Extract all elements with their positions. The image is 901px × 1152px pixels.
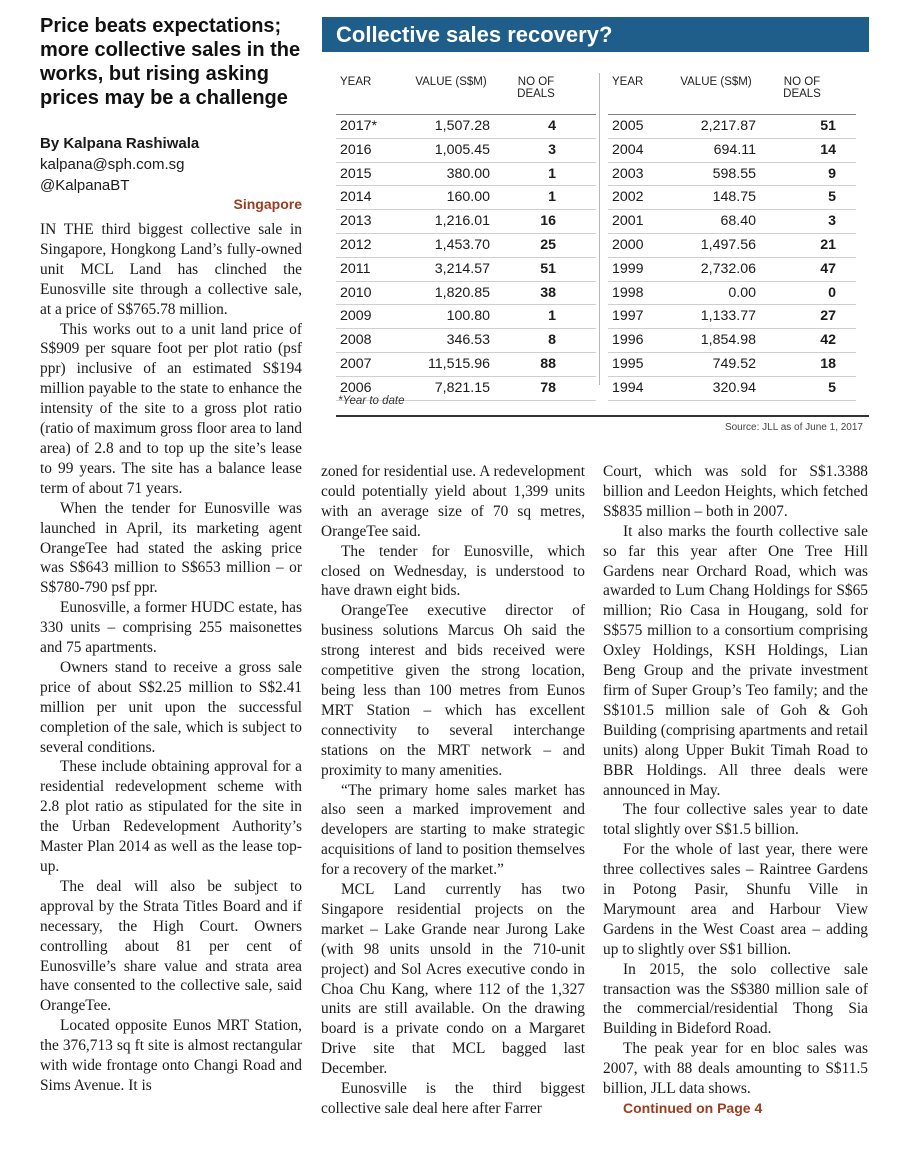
- table-divider: [599, 73, 600, 385]
- cell-deals: 3: [548, 141, 556, 158]
- header-deals: NO OF DEALS: [783, 76, 821, 100]
- cell-deals: 27: [820, 308, 836, 325]
- cell-year: 2017*: [340, 118, 378, 134]
- paragraph: The four collective sales year to date total slightly over S$1.5 billion.: [603, 801, 868, 839]
- collective-sales-graphic: [322, 17, 869, 437]
- cell-year: 2016: [340, 141, 372, 158]
- cell-year: 2014: [340, 189, 372, 206]
- header-year: YEAR: [612, 76, 644, 88]
- cell-value: 1,497.56: [700, 236, 756, 253]
- cell-value: 1,133.77: [700, 308, 756, 325]
- cell-year: 2015: [340, 165, 372, 182]
- cell-deals: 78: [540, 379, 556, 396]
- paragraph: The deal will also be subject to approval by the Strata Titles Board and if necessary, the High Court. Owners controlling about 81 per cent of Eunosville’s share value and strata area have consented to the collective sale, said OrangeTee.: [40, 877, 302, 1015]
- cell-value: 1,507.28: [434, 118, 490, 134]
- paragraph: This works out to a unit land price of S$909 per square foot per plot ratio (psf ppr) inclusive of an estimated S$194 million payable to the state to enhance the intensity of the site to a gross plot ratio (ratio of maximum gross floor area to land area) of 2.8 and to top up the site’s lease to 99 years. The site has a balance lease term of about 71 years.: [40, 320, 302, 497]
- cell-value: 11,515.96: [427, 355, 490, 372]
- cell-deals: 5: [828, 379, 836, 396]
- cell-deals: 1: [548, 308, 556, 325]
- cell-year: 2013: [340, 213, 372, 230]
- paragraph: zoned for residential use. A redevelopment could potentially yield about 1,399 units with an average size of 70 sq metres, OrangeTee said.: [321, 463, 585, 540]
- cell-deals: 9: [828, 165, 836, 182]
- table-row: [336, 329, 596, 353]
- paragraph: It also marks the fourth collective sale so far this year after One Tree Hill Gardens near Orchard Road, which was awarded to Lum Chang Holdings for S$65 million; Rio Casa in Hougang, sold for S$575 million to a consortium comprising Oxley Holdings, KSH Holdings, Lian Beng Group and the private investment firm of Super Group’s Teo family; and the S$101.5 million sale of Goh & Goh Building (comprising apartments and retail units) along Upper Bukit Timah Road to BBR Holdings. All three deals were announced in May.: [603, 522, 868, 799]
- cell-value: 694.11: [713, 141, 756, 158]
- paragraph: When the tender for Eunosville was launched in April, its marketing agent OrangeTee had stated the asking price was S$643 million to S$653 million – or S$780-790 psf ppr.: [40, 499, 302, 597]
- cell-year: 1998: [612, 284, 644, 301]
- header-deals: NO OF DEALS: [517, 76, 555, 100]
- table-row: [336, 282, 596, 306]
- sales-table-right: [608, 69, 856, 401]
- table-row: [608, 186, 856, 210]
- cell-year: 2011: [340, 260, 371, 277]
- cell-value: 160.00: [446, 189, 490, 206]
- divider-rule: [336, 415, 869, 417]
- paragraph: Eunosville, a former HUDC estate, has 330 units – comprising 255 maisonettes and 75 apartments.: [40, 599, 302, 657]
- table-row: [336, 258, 596, 282]
- paragraph: For the whole of last year, there were three collectives sales – Raintree Gardens in Potong Pasir, Shunfu Ville in Marymount area and Harbour View Gardens in the West Coast area – adding up to slightly over S$1 billion.: [603, 841, 868, 958]
- table-row: [608, 329, 856, 353]
- cell-value: 1,216.01: [434, 213, 490, 230]
- cell-deals: 25: [540, 236, 556, 253]
- cell-year: 1996: [612, 332, 644, 349]
- paragraph: IN THE third biggest collective sale in Singapore, Hongkong Land’s fully-owned unit MCL Land has clinched the Eunosville site through a collective sale, at a price of S$765.78 million.: [40, 221, 302, 318]
- paragraph: These include obtaining approval for a residential redevelopment scheme with 2.8 plot ratio as stipulated for the site in the Urban Redevelopment Authority’s Master Plan 2014 as well as the lease top-up.: [40, 758, 302, 875]
- cell-year: 2004: [612, 141, 644, 158]
- cell-value: 1,453.70: [434, 236, 490, 253]
- cell-year: 2012: [340, 236, 372, 253]
- cell-deals: 18: [820, 355, 836, 372]
- paragraph: In 2015, the solo collective sale transaction was the S$380 million sale of the commercial/residential Thong Sia Building in Bideford Road.: [603, 960, 868, 1038]
- continued-link[interactable]: Continued on Page 4: [623, 1100, 763, 1116]
- cell-value: 2,732.06: [700, 260, 756, 277]
- author-name: By Kalpana Rashiwala: [40, 135, 200, 152]
- table-row: [608, 115, 856, 139]
- graphic-title: Collective sales recovery?: [322, 17, 869, 52]
- header-value: VALUE (S$M): [415, 76, 487, 88]
- cell-value: 68.40: [720, 213, 756, 230]
- table-row: [336, 186, 596, 210]
- cell-year: 1997: [612, 308, 644, 325]
- author-email: kalpana@sph.com.sg: [40, 156, 185, 173]
- cell-deals: 88: [540, 355, 556, 372]
- cell-deals: 1: [548, 165, 556, 182]
- cell-deals: 1: [548, 189, 556, 206]
- table-header: [336, 69, 596, 115]
- paragraph: The peak year for en bloc sales was 2007, with 88 deals amounting to S$11.5 billion, JLL data shows.: [603, 1040, 868, 1098]
- cell-deals: 47: [820, 260, 836, 277]
- cell-year: 1999: [612, 260, 644, 277]
- paragraph: OrangeTee executive director of business solutions Marcus Oh said the strong interest and bids received were competitive given the strong location, being less than 100 metres from Eunos MRT Station – which has excellent connectivity to several interchange stations on the MRT network – and proximity to many amenities.: [321, 602, 585, 779]
- table-row: [608, 353, 856, 377]
- table-row: [336, 115, 596, 139]
- article-column-2: [321, 462, 585, 1119]
- cell-deals: 0: [828, 284, 836, 301]
- table-row: [608, 163, 856, 187]
- cell-value: 1,854.98: [700, 332, 756, 349]
- table-row: [336, 139, 596, 163]
- cell-value: 346.53: [446, 332, 490, 349]
- table-source: Source: JLL as of June 1, 2017: [724, 422, 863, 433]
- table-row: [336, 353, 596, 377]
- paragraph: MCL Land currently has two Singapore residential projects on the market – Lake Grande near Jurong Lake (with 98 units unsold in the 710-unit project) and Sol Acres executive condo in Choa Chu Kang, where 112 of the 1,327 units are still available. On the drawing board is a private condo on a Margaret Drive site that MCL bagged last December.: [321, 881, 585, 1078]
- cell-value: 749.52: [712, 355, 756, 372]
- table-row: [336, 210, 596, 234]
- article-column-3: [603, 462, 868, 1119]
- cell-value: 2,217.87: [700, 118, 756, 134]
- headline: Price beats expectations; more collective sales in the works, but rising asking prices may be a challenge: [40, 15, 301, 109]
- cell-deals: 38: [540, 284, 556, 301]
- cell-value: 3,214.57: [434, 260, 490, 277]
- cell-deals: 5: [828, 189, 836, 206]
- cell-deals: 4: [548, 118, 556, 134]
- cell-value: 320.94: [712, 379, 756, 396]
- cell-deals: 42: [820, 332, 836, 349]
- table-row: [608, 282, 856, 306]
- byline: [40, 133, 305, 196]
- table-footnote: *Year to date: [338, 395, 405, 407]
- cell-year: 1995: [612, 355, 644, 372]
- paragraph: “The primary home sales market has also seen a marked improvement and developers are starting to make strategic acquisitions of land to position themselves for a recovery of the market.”: [321, 781, 585, 879]
- cell-year: 2002: [612, 189, 644, 206]
- cell-deals: 51: [540, 260, 556, 277]
- cell-year: 2005: [612, 118, 644, 134]
- table-row: [608, 139, 856, 163]
- table-header: [608, 69, 856, 115]
- cell-deals: 51: [820, 118, 836, 134]
- cell-value: 1,005.45: [434, 141, 490, 158]
- paragraph: Located opposite Eunos MRT Station, the 376,713 sq ft site is almost rectangular with wide frontage onto Changi Road and Sims Avenue. It is: [40, 1017, 302, 1094]
- table-row: [608, 234, 856, 258]
- dateline: Singapore: [233, 196, 302, 212]
- article-column-1: [40, 220, 302, 1096]
- table-row: [608, 305, 856, 329]
- cell-value: 1,820.85: [434, 284, 490, 301]
- cell-year: 2010: [340, 284, 372, 301]
- cell-year: 2006: [340, 379, 372, 396]
- cell-value: 100.80: [446, 308, 490, 325]
- paragraph: Court, which was sold for S$1.3388 billion and Leedon Heights, which fetched S$835 million – both in 2007.: [603, 463, 868, 520]
- paragraph: Eunosville is the third biggest collective sale deal here after Farrer: [321, 1080, 585, 1117]
- header-value: VALUE (S$M): [680, 76, 752, 88]
- cell-value: 0.00: [728, 284, 756, 301]
- cell-deals: 3: [828, 213, 836, 230]
- cell-year: 2003: [612, 165, 644, 182]
- table-row: [608, 210, 856, 234]
- cell-year: 2008: [340, 332, 372, 349]
- cell-value: 148.75: [712, 189, 756, 206]
- author-twitter: @KalpanaBT: [40, 177, 130, 194]
- cell-value: 598.55: [712, 165, 756, 182]
- cell-year: 1994: [612, 379, 644, 396]
- cell-value: 7,821.15: [434, 379, 490, 396]
- sales-table-left: [336, 69, 596, 401]
- paragraph: Owners stand to receive a gross sale price of about S$2.25 million to S$2.41 million per unit upon the successful completion of the sale, which is subject to several conditions.: [40, 658, 302, 756]
- cell-year: 2007: [340, 355, 372, 372]
- table-row: [336, 234, 596, 258]
- table-row: [608, 377, 856, 401]
- paragraph: The tender for Eunosville, which closed on Wednesday, is understood to have drawn eight bids.: [321, 542, 585, 600]
- table-row: [336, 163, 596, 187]
- cell-deals: 21: [820, 236, 836, 253]
- cell-year: 2000: [612, 236, 644, 253]
- cell-year: 2009: [340, 308, 372, 325]
- table-row: [336, 305, 596, 329]
- table-row: [608, 258, 856, 282]
- cell-value: 380.00: [446, 165, 490, 182]
- cell-deals: 8: [548, 332, 556, 349]
- cell-deals: 16: [540, 213, 556, 230]
- cell-deals: 14: [820, 141, 836, 158]
- header-year: YEAR: [340, 76, 372, 88]
- cell-year: 2001: [612, 213, 644, 230]
